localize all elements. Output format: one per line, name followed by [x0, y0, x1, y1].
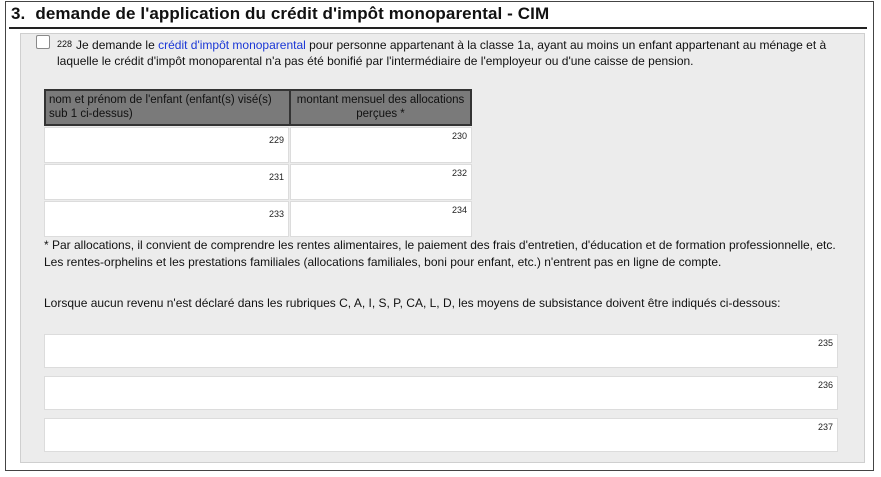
table-row — [44, 164, 472, 200]
child-name-input[interactable] — [44, 164, 289, 200]
subsistence-instructions: Lorsque aucun revenu n'est déclaré dans les rubriques C, A, I, S, P, CA, L, D, les moyens de subsistance doivent être indiqués ci-dessous: — [44, 296, 781, 310]
subsistence-input[interactable] — [44, 418, 838, 452]
table-header — [44, 89, 472, 126]
table-row — [44, 201, 472, 237]
field-code: 237 — [817, 422, 833, 432]
field-code: 234 — [451, 205, 467, 215]
children-allowance-table — [44, 89, 472, 237]
allowance-amount-input[interactable] — [290, 201, 472, 237]
child-name-input[interactable] — [44, 127, 289, 163]
header-monthly-amount: montant mensuel des allocations perçues * — [296, 94, 465, 120]
table-row — [44, 127, 472, 163]
allowance-amount-input[interactable] — [290, 164, 472, 200]
cim-link[interactable]: crédit d'impôt monoparental — [158, 38, 306, 52]
child-name-input[interactable] — [44, 201, 289, 237]
allowance-amount-input[interactable] — [290, 127, 472, 163]
cim-request-text — [57, 37, 865, 69]
section-title — [11, 4, 549, 24]
field-code: 229 — [268, 135, 284, 145]
field-code: 230 — [451, 131, 467, 141]
field-code: 232 — [451, 168, 467, 178]
field-code: 233 — [268, 209, 284, 219]
allowance-footnote: * Par allocations, il convient de comprendre les rentes alimentaires, le paiement des frais d'entretien, d'éducation et de formation professionnelle, etc. Les rentes-orphelins et les prestations familiales (allocations familiales, boni pour enfant, etc.) n'entrent pas en ligne de compte. — [44, 238, 836, 269]
field-code: 231 — [268, 172, 284, 182]
request-text-before: Je demande le — [76, 38, 159, 52]
cim-request-checkbox[interactable] — [36, 35, 50, 49]
section-number: 3. — [11, 4, 26, 23]
subsistence-input[interactable] — [44, 334, 838, 368]
section-divider — [9, 27, 867, 29]
subsistence-input[interactable] — [44, 376, 838, 410]
section-title-text: demande de l'application du crédit d'impôt monoparental - CIM — [35, 4, 550, 23]
field-code: 236 — [817, 380, 833, 390]
request-text-after: pour personne appartenant à la classe 1a, ayant au moins un enfant appartenant au ménage et à laquelle le crédit d'impôt monoparental n'a pas été bonifié par l'intermédiaire de l'employeur ou d'une caisse de pension. — [57, 38, 827, 68]
field-code: 235 — [817, 338, 833, 348]
field-code: 228 — [57, 39, 73, 49]
header-child-name: nom et prénom de l'enfant (enfant(s) visé(s) sub 1 ci-dessus) — [46, 91, 291, 124]
